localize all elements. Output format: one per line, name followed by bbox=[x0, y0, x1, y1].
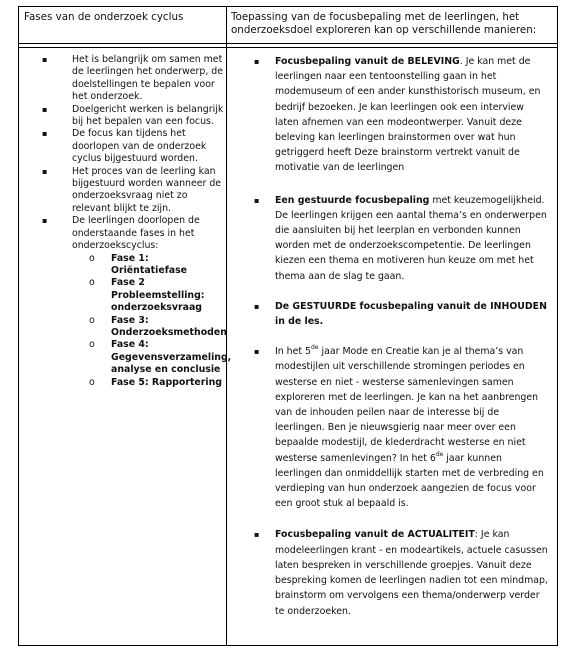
bullet-icon: ▪ bbox=[254, 530, 260, 540]
list-item: ▪ De GESTUURDE focusbepaling vanuit de INHOUDEN in de les. bbox=[254, 300, 547, 328]
bullet-icon: ▪ bbox=[254, 195, 260, 205]
phase-item: o Fase 2 Probleemstelling: onderzoeksvraag bbox=[89, 277, 205, 314]
circle-bullet-icon: o bbox=[89, 277, 95, 289]
bullet-icon: ▪ bbox=[42, 166, 48, 176]
bullet-icon: ▪ bbox=[42, 104, 48, 114]
circle-bullet-icon: o bbox=[89, 339, 95, 351]
list-item: ▪ Een gestuurde focusbepaling met keuzemogelijkheid. De leerlingen krijgen een aantal thema’s en onderwerpen die aansluiten bij het leerplan en verbonden kunnen worden met de onderzoekscompetentie. De leerlingen kiezen een thema en motiveren hun keuze om met het thema aan de slag te gaan. bbox=[254, 194, 547, 282]
header-divider bbox=[19, 43, 557, 44]
phase-item: o Fase 3: Onderzoeksmethoden bbox=[89, 314, 227, 338]
list-item: ▪ Focusbepaling vanuit de ACTUALITEIT: Je kan modeleerlingen krant - en modeartikels, actuele casussen laten bespreken in verschillende groepjes. Vanuit deze bespreking komen de leerlingen nadien tot een mindmap, brainstorm om vervolgens een thema/onderwerp verder te onderzoeken. bbox=[254, 529, 548, 617]
list-item: ▪ In het 5de jaar Mode en Creatie kan je al thema’s van modestijlen uit verschillende stromingen periodes en westerse en niet - westerse samenlevingen samen exploreren met de leerlingen. Je kan na het aanbrengen van de inhouden peilen naar de interesse bij de leerlingen. Ben je nieuwsgierig naar meer over een bepaalde modestijl, de klederdracht westerse en niet westerse samenlevingen? In het 6de jaar kunnen leerlingen dan onmiddellijk starten met de verbreding en verdieping van hun onderzoek aangezien de focus voor een groot stuk al bepaald is. bbox=[254, 344, 544, 510]
list-item: ▪ De focus kan tijdens het doorlopen van de onderzoek cyclus bijgestuurd worden. bbox=[42, 128, 207, 165]
bullet-icon: ▪ bbox=[254, 347, 260, 357]
bullet-icon: ▪ bbox=[42, 129, 48, 139]
right-column bbox=[227, 54, 557, 619]
circle-bullet-icon: o bbox=[89, 376, 95, 388]
list-item: ▪ Het is belangrijk om samen met de leerlingen het onderwerp, de doelstellingen te bepalen voor het onderzoek. bbox=[42, 54, 224, 103]
bullet-icon: ▪ bbox=[42, 216, 48, 226]
circle-bullet-icon: o bbox=[89, 314, 95, 326]
phase-item: o Fase 4: Gegevensverzameling, analyse en conclusie bbox=[89, 339, 232, 376]
bullet-icon: ▪ bbox=[254, 57, 260, 66]
bullet-icon: ▪ bbox=[42, 55, 48, 64]
phase-item: o Fase 1: Oriëntatiefase bbox=[89, 252, 188, 276]
left-column bbox=[19, 54, 232, 389]
bullet-icon: ▪ bbox=[254, 301, 260, 311]
header-divider-double bbox=[19, 47, 557, 48]
list-item: ▪ De leerlingen doorlopen de onderstaande fases in het onderzoekscyclus: bbox=[42, 215, 200, 252]
list-item: ▪ Doelgericht werken is belangrijk bij het bepalen van een focus. bbox=[42, 103, 224, 128]
content-table bbox=[18, 6, 558, 646]
list-item: ▪ Het proces van de leerling kan bijgestuurd worden wanneer de onderzoeksvraag niet zo relevant blijkt te zijn. bbox=[42, 165, 222, 214]
header-left: Fases van de onderzoek cyclus bbox=[24, 11, 184, 23]
circle-bullet-icon: o bbox=[89, 252, 95, 264]
list-item: ▪ Focusbepaling vanuit de BELEVING. Je kan met de leerlingen naar een tentoonstelling gaan in het modemuseum of een ander kunsthistorisch museum, en bedrijf bezoeken. Je kan leerlingen ook een interview laten afnemen van een modeontwerper. Vanuit deze beleving kan leerlingen brainstormen over wat hun getriggerd heeft Deze brainstorm vertrekt vanuit de motivatie van de leerlingen bbox=[254, 56, 541, 174]
header-right: Toepassing van de focusbepaling met de leerlingen, het onderzoeksdoel exploreren kan op verschillende manieren: bbox=[231, 11, 537, 36]
phase-item: o Fase 5: Rapportering bbox=[89, 376, 223, 388]
